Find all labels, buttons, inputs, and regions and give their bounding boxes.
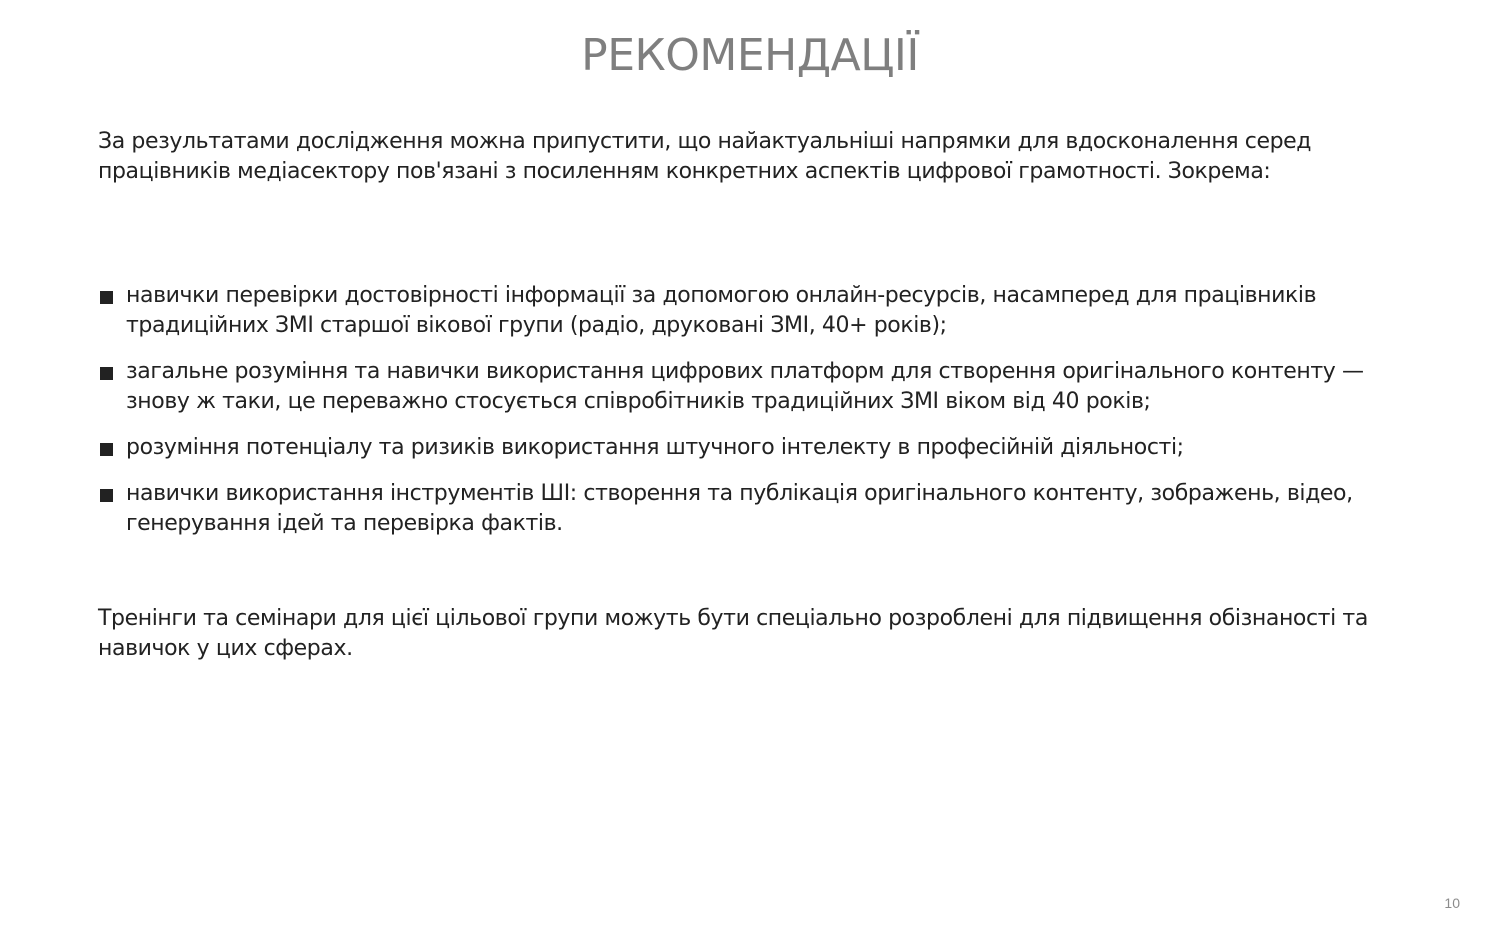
list-item-text: розуміння потенціалу та ризиків використання штучного інтелекту в професійній діяльності;	[126, 435, 1184, 460]
list-item-text: навички використання інструментів ШІ: створення та публікація оригінального контенту, зображень, відео, генерування ідей та перевірка фактів.	[126, 481, 1353, 536]
square-bullet-icon	[100, 489, 113, 502]
list-item	[98, 479, 1408, 539]
page-number: 10	[1444, 895, 1460, 911]
list-item-text: навички перевірки достовірності інформації за допомогою онлайн-ресурсів, насамперед для працівників традиційних ЗМІ старшої вікової групи (радіо, друковані ЗМІ, 40+ років);	[126, 283, 1317, 338]
list-item-text: загальне розуміння та навички використання цифрових платформ для створення оригінального контенту — знову ж таки, це переважно стосується співробітників традиційних ЗМІ віком від 40 років;	[126, 359, 1364, 414]
square-bullet-icon	[100, 291, 113, 304]
slide-title: РЕКОМЕНДАЦІЇ	[581, 30, 919, 81]
recommendations-list	[98, 281, 1408, 555]
list-item	[98, 281, 1408, 341]
square-bullet-icon	[100, 443, 113, 456]
list-item	[98, 433, 1408, 463]
intro-paragraph: За результатами дослідження можна припустити, що найактуальніші напрямки для вдосконалення серед працівників медіасектору пов'язані з посиленням конкретних аспектів цифрової грамотності. Зокрема:	[98, 129, 1312, 184]
closing-paragraph: Тренінги та семінари для цієї цільової групи можуть бути спеціально розроблені для підвищення обізнаності та навичок у цих сферах.	[98, 606, 1368, 661]
list-item	[98, 357, 1408, 417]
square-bullet-icon	[100, 367, 113, 380]
